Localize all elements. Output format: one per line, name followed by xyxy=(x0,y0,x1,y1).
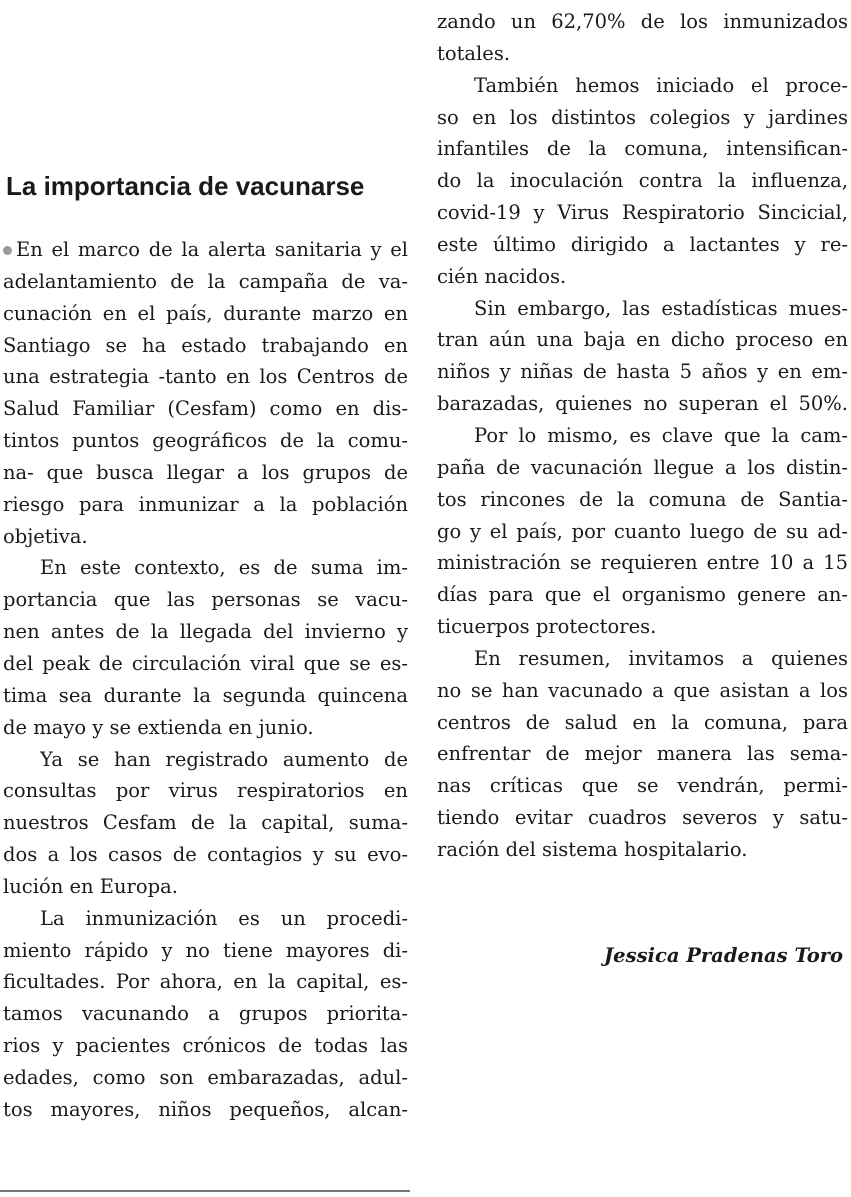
body-line: na- que busca llegar a los grupos de xyxy=(3,460,408,484)
author-signature: Jessica Pradenas Toro xyxy=(603,944,843,967)
body-line: En el marco de la alerta sanitaria y el xyxy=(3,234,408,266)
body-line: infantiles de la comuna, intensifican- xyxy=(437,137,848,161)
body-line: no se han vacunado a que asistan a los xyxy=(437,678,848,702)
body-line: miento rápido y no tiene mayores di- xyxy=(3,938,408,962)
body-line: del peak de circulación viral que se es- xyxy=(3,651,408,675)
body-line: zando un 62,70% de los inmunizados xyxy=(437,10,848,33)
body-line: Salud Familiar (Cesfam) como en dis- xyxy=(3,397,408,421)
body-line: barazadas, quienes no superan el 50%. xyxy=(437,392,848,416)
body-line: Por lo mismo, es clave que la cam- xyxy=(474,423,848,447)
body-line: ración del sistema hospitalario. xyxy=(437,837,748,861)
body-line: adelantamiento de la campaña de va- xyxy=(3,269,408,293)
body-line: Santiago se ha estado trabajando en xyxy=(3,333,408,357)
body-line: Ya se han registrado aumento de xyxy=(40,747,408,771)
body-line: tamos vacunando a grupos prioritа- xyxy=(3,1002,408,1026)
bottom-divider xyxy=(0,1190,410,1192)
body-line: go y el país, por cuanto luego de su ad- xyxy=(437,519,848,543)
body-line: consultas por virus respiratorios en xyxy=(3,779,408,803)
body-line: En resumen, invitamos a quienes xyxy=(474,646,848,670)
body-line: tima sea durante la segunda quincena xyxy=(3,683,408,707)
body-line: tos rincones de la comuna de Santia- xyxy=(437,487,848,511)
body-line: nuestros Cesfam de la capital, suma- xyxy=(3,811,408,835)
body-line: También hemos iniciado el proce- xyxy=(474,73,848,97)
body-line: enfrentar de mejor manera las sema- xyxy=(437,742,848,766)
body-line: totales. xyxy=(437,41,511,65)
body-line: dos a los casos de contagios y su evo- xyxy=(3,843,408,867)
body-line: tiendo evitar cuadros severos y satu- xyxy=(437,806,848,830)
body-line: ficultades. Por ahora, en la capital, es- xyxy=(3,970,408,994)
body-line: nen antes de la llegada del invierno y xyxy=(3,620,408,644)
body-line: cunación en el país, durante marzo en xyxy=(3,301,408,325)
body-line: tos mayores, niños pequeños, alcan- xyxy=(3,1097,408,1121)
body-line: tran aún una baja en dicho proceso en xyxy=(437,328,848,352)
body-line: Sin embargo, las estadísticas mues- xyxy=(474,296,848,320)
body-line: días para que el organismo genere an- xyxy=(437,583,848,607)
body-line: La inmunización es un procedi- xyxy=(40,906,408,930)
body-line: edades, como son embarazadas, adul- xyxy=(3,1065,408,1089)
body-line: riesgo para inmunizar a la población xyxy=(3,492,408,516)
body-line: ministración se requieren entre 10 a 15 xyxy=(437,551,848,575)
body-line: ticuerpos protectores. xyxy=(437,615,657,639)
left-column xyxy=(3,234,408,1126)
body-line: de mayo y se extienda en junio. xyxy=(3,715,314,739)
body-line: do la inoculación contra la influenza, xyxy=(437,169,848,193)
body-line: cién nacidos. xyxy=(437,264,567,288)
body-line: tintos puntos geográficos de la comu- xyxy=(3,429,408,453)
body-line: En este contexto, es de suma im- xyxy=(40,556,408,580)
body-line: este último dirigido a lactantes y re- xyxy=(437,232,848,256)
body-line: centros de salud en la comuna, para xyxy=(437,710,848,734)
body-line: niños y niñas de hasta 5 años y en em- xyxy=(437,360,848,384)
body-line: covid-19 y Virus Respiratorio Sincicial, xyxy=(437,201,848,225)
body-line: rios y pacientes crónicos de todas las xyxy=(3,1034,408,1058)
body-line: paña de vacunación llegue a los distin- xyxy=(437,455,848,479)
body-line: nas críticas que se vendrán, permi- xyxy=(437,774,848,798)
body-line: objetiva. xyxy=(3,524,88,548)
right-column xyxy=(437,6,848,866)
body-line: lución en Europa. xyxy=(3,874,178,898)
body-line: so en los distintos colegios y jardines xyxy=(437,105,848,129)
body-line: una estrategia -tanto en los Centros de xyxy=(3,365,408,389)
article-headline: La importancia de vacunarse xyxy=(6,171,365,201)
body-line: portancia que las personas se vacu- xyxy=(3,588,408,612)
bullet-icon xyxy=(3,246,12,255)
